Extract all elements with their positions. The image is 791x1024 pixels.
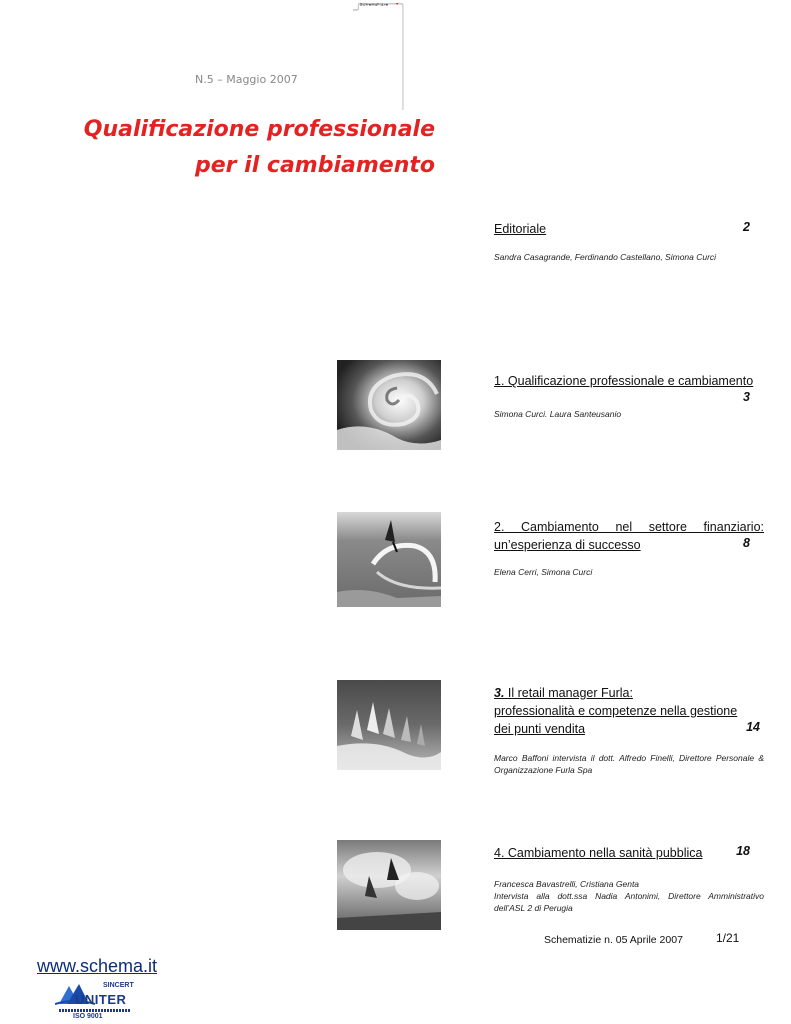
toc-title-text: Il retail manager Furla: [504, 686, 633, 700]
toc-title-line1[interactable] [494, 684, 764, 702]
toc-authors: Sandra Casagrande, Ferdinando Castellano, Simona Curci [494, 252, 717, 262]
toc-authors: Marco Baffoni intervista il dott. Alfredo Finelli, Direttore Personale & Organizzazione Furla Spa [494, 753, 764, 775]
toc-entry-1[interactable] [494, 372, 764, 420]
toc-authors-line1: Francesca Bavastrelli, Cristiana Genta [494, 879, 640, 889]
windsurf-image-3 [337, 840, 441, 930]
toc-page: 2 [743, 220, 750, 234]
toc-title[interactable]: 4. Cambiamento nella sanità pubblica [494, 846, 703, 860]
toc-page: 18 [736, 844, 750, 858]
toc-page: 3 [743, 390, 750, 404]
windsurf-image-1 [337, 512, 441, 607]
toc-title-line2[interactable]: un’esperienza di successo [494, 538, 641, 552]
toc-title-line1[interactable]: 2. Cambiamento nel settore finanziario: [494, 520, 764, 534]
toc-page: 14 [746, 720, 760, 734]
logo-fine-print [59, 1009, 131, 1012]
logo-iso-text: ISO 9001 [73, 1013, 103, 1020]
toc-page: 8 [743, 536, 750, 550]
page-title-line1: Qualificazione professionale [83, 117, 435, 142]
uniter-logo [55, 982, 140, 1022]
toc-authors: Elena Cerri, Simona Curci [494, 567, 593, 577]
toc-title-line3[interactable]: dei punti vendita [494, 722, 586, 736]
windsurf-image-2 [337, 680, 441, 770]
toc-entry-4[interactable] [494, 844, 764, 914]
toc-authors-line2: Intervista alla dott.ssa Nadia Antonimi, Direttore Amministrativo dell’ASL 2 di Perugia [494, 891, 764, 913]
logo-cert-text: SINCERT [103, 982, 134, 989]
page-title-line2: per il cambiamento [194, 153, 435, 178]
page-number: 1/21 [716, 931, 740, 945]
header-frame [0, 0, 791, 110]
toc-entry-3[interactable] [494, 684, 764, 776]
toc-entry-editoriale[interactable] [494, 220, 764, 263]
toc-number: 3. [494, 686, 505, 700]
footer-reference: Schematizie n. 05 Aprile 2007 [544, 934, 683, 946]
issue-date: N.5 – Maggio 2007 [195, 73, 298, 86]
toc-authors: Simona Curci. Laura Santeusanio [494, 409, 622, 419]
logo-text: UNITER [75, 992, 127, 1007]
website-link[interactable]: www.schema.it [37, 956, 158, 976]
toc-title[interactable]: 1. Qualificazione professionale e cambiamento [494, 374, 754, 388]
toc-entry-2[interactable] [494, 518, 764, 578]
toc-title[interactable]: Editoriale [494, 222, 547, 236]
swirl-image [337, 360, 441, 450]
toc-title-line2[interactable]: professionalità e competenze nella gestione [494, 704, 738, 718]
